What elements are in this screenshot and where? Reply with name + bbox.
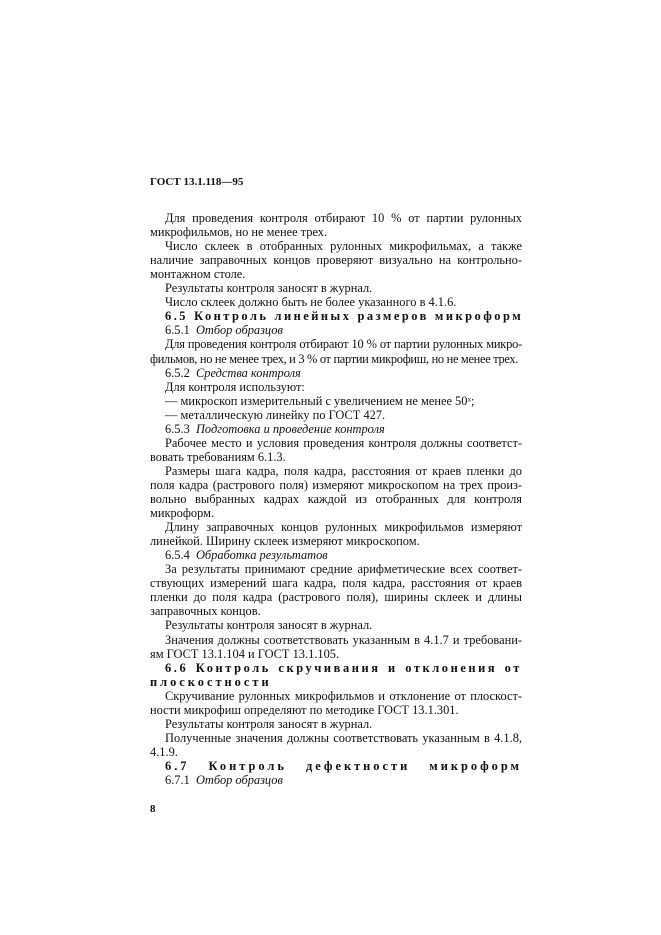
- subsection-title: Отбор образцов: [195, 323, 283, 338]
- page-number: 8: [150, 803, 156, 815]
- paragraph-line: пленки до поля кадра (растрового поля), ширины склеек и длины: [150, 590, 522, 605]
- subsection-title: Средства контроля: [195, 365, 301, 380]
- document-header: ГОСТ 13.1.118—95: [150, 176, 244, 188]
- paragraph-line: — микроскоп измерительный с увеличением не менее 50ˣ;: [165, 393, 475, 408]
- section-heading-line: 6.7 Контроль дефектности микроформ: [165, 758, 522, 773]
- paragraph-line: фильмов, но не менее трех, и 3 % от партии микрофиш, но не менее трех.: [150, 351, 519, 366]
- paragraph-line: поля кадра (растрового поля) измеряют микроскопом на трех произ-: [150, 477, 522, 492]
- paragraph-line: Длину заправочных концов рулонных микрофильмов измеряют: [165, 520, 522, 535]
- paragraph-line: линейкой. Ширину склеек измеряют микроскопом.: [150, 534, 420, 549]
- subsection-number: 6.5.2: [165, 365, 190, 380]
- subsection-title: Отбор образцов: [195, 773, 283, 787]
- paragraph-line: Рабочее место и условия проведения контроля должны соответст-: [165, 435, 522, 450]
- paragraph-line: Для проведения контроля отбирают 10 % от партии рулонных микро-: [165, 337, 522, 352]
- paragraph-line: ствующих измерений шага кадра, поля кадра, расстояния от краев: [150, 576, 522, 591]
- section-heading-line: 6.6 Контроль скручивания и отклонения от: [165, 660, 522, 675]
- subsection-heading: [165, 323, 522, 337]
- paragraph-line: — металлическую линейку по ГОСТ 427.: [165, 407, 386, 422]
- paragraph-line: 4.1.9.: [150, 744, 178, 759]
- subsection-title: Подготовка и проведение контроля: [195, 421, 385, 436]
- paragraph-line: Скручивание рулонных микрофильмов и отклонение от плоскост-: [165, 688, 522, 703]
- paragraph-line: Результаты контроля заносят в журнал.: [165, 716, 373, 731]
- subsection-number: 6.5.1: [165, 323, 190, 338]
- paragraph-line: Результаты контроля заносят в журнал.: [165, 281, 373, 296]
- paragraph-line: ности микрофиш определяют по методике ГОСТ 13.1.301.: [150, 702, 459, 717]
- subsection-heading: [165, 422, 522, 436]
- subsection-number: 6.5.4: [165, 548, 190, 563]
- paragraph-line: вольно выбранных кадрах каждой из отобранных для контроля: [150, 492, 522, 506]
- paragraph-line: микрофильмов, но не менее трех.: [150, 225, 328, 240]
- subsection-heading: [165, 548, 522, 562]
- section-heading-line: плоскостности: [150, 674, 272, 689]
- subsection-number: 6.7.1: [165, 773, 190, 787]
- subsection-heading: [165, 366, 522, 380]
- paragraph-line: Число склеек в отобранных рулонных микрофильмах, а также: [165, 239, 522, 254]
- paragraph-line: За результаты принимают средние арифметические всех соответ-: [165, 562, 522, 577]
- paragraph-line: микроформ.: [150, 506, 215, 521]
- paragraph-line: вовать требованиям 6.1.3.: [150, 449, 286, 464]
- subsection-number: 6.5.3: [165, 421, 190, 436]
- paragraph-line: наличие заправочных концов проверяют визуально на контрольно-: [150, 253, 522, 268]
- paragraph-line: заправочных концов.: [150, 604, 261, 619]
- paragraph-line: Значения должны соответствовать указанным в 4.1.7 и требовани-: [165, 632, 522, 647]
- paragraph-line: монтажном столе.: [150, 267, 246, 282]
- subsection-heading: [165, 773, 522, 787]
- paragraph-line: ям ГОСТ 13.1.104 и ГОСТ 13.1.105.: [150, 646, 340, 661]
- paragraph-line: Размеры шага кадра, поля кадра, расстояния от краев пленки до: [165, 463, 522, 478]
- subsection-title: Обработка результатов: [195, 548, 328, 563]
- paragraph-line: Для контроля используют:: [165, 379, 305, 394]
- paragraph-line: Результаты контроля заносят в журнал.: [165, 618, 373, 633]
- paragraph-line: Полученные значения должны соответствовать указанным в 4.1.8,: [165, 730, 522, 745]
- section-heading-line: 6.5 Контроль линейных размеров микроформ: [165, 309, 524, 324]
- paragraph-line: Для проведения контроля отбирают 10 % от партии рулонных: [165, 211, 522, 225]
- paragraph-line: Число склеек должно быть не более указанного в 4.1.6.: [165, 295, 457, 310]
